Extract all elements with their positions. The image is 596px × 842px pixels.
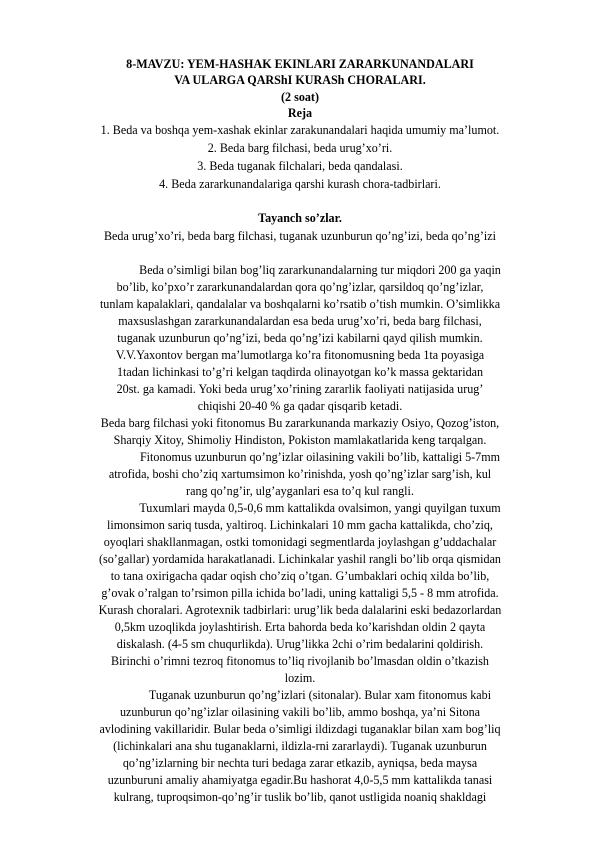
body-line: V.V.Yaxontov bergan ma’lumotlarga ko’ra fitonomusning beda 1ta poyasiga xyxy=(115,348,485,362)
body-line: Sharqiy Xitoy, Shimoliy Hindiston, Pokiston mamlakatlarida keng tarqalgan. xyxy=(113,433,487,447)
body-line: 0,5km uzoqlikda joylashtirish. Erta bahorda beda ko’karishdan oldin 2 qayta xyxy=(114,620,486,634)
body-line: Beda barg filchasi yoki fitonomus Bu zararkunanda markaziy Osiyo, Qozog’iston, xyxy=(100,416,500,430)
body-line: tunlam kapalaklari, qandalalar va boshqalarni ko’rsatib o’tish mumkin. O’simlikka xyxy=(99,297,501,311)
body-line: tuganak uzunburun qo’ng’izi, beda qo’ng’izi kabilarni qayd qilish mumkin. xyxy=(117,331,483,345)
title-hours: (2 soat) xyxy=(281,90,319,104)
body-line: Beda o’simligi bilan bog’liq zararkunandalarning tur miqdori 200 ga yaqin xyxy=(139,263,501,277)
body-line: qo’ng’izlarning bir nechta turi bedaga zarar etkazib, ayniqsa, beda maysa xyxy=(122,756,478,770)
body-line: diskalash. (4-5 sm chuqurlikda). Urug’likka 2chi o’rim bedalarini qoldirish. xyxy=(116,637,484,651)
body-line: Fitonomus uzunburun qo’ng’izlar oilasining vakili bo’lib, kattaligi 5-7mm xyxy=(139,450,501,464)
body-line: atrofida, boshi cho’ziq xartumsimon ko’rinishda, yosh qo’ng’izlar sarg’ish, kul xyxy=(108,467,492,481)
body-line: to tana oxirigacha qadar oqish cho’ziq o’tgan. G’umbaklari ochiq xilda bo’lib, xyxy=(110,569,490,583)
body-line: bo’lib, ko’pxo’r zararkunandalardan qora qo’ng’izlar, qarsildoq qo’ng’izlar, xyxy=(116,280,484,294)
body-line: rang qo’ng’ir, ulg’ayganlari esa to’q kul rangli. xyxy=(186,484,414,498)
keywords-heading: Tayanch so’zlar. xyxy=(258,211,342,225)
title-line-1: 8-MAVZU: YEM-HASHAK EKINLARI ZARARKUNANDALARI xyxy=(126,57,474,71)
plan-item: 3. Beda tuganak filchalari, beda qandalasi. xyxy=(197,159,403,173)
body-line: Tuganak uzunburun qo’ng’izlari (sitonalar). Bular xam fitonomus kabi xyxy=(148,688,492,702)
body-line: uzunburun qo’ng’izlar oilasining vakili bo’lib, ammo boshqa, ya’ni Sitona xyxy=(119,705,481,719)
body-line: maxsuslashgan zararkunandalardan esa beda urug’xo’ri, beda barg filchasi, xyxy=(118,314,482,328)
body-line: 20st. ga kamadi. Yoki beda urug’xo’rining zararlik faoliyati natijasida urug’ xyxy=(116,382,484,396)
plan-heading: Reja xyxy=(287,106,313,120)
plan-item: 2. Beda barg filchasi, beda urug’xo’ri. xyxy=(207,141,393,155)
body-line: (so’gallar) yordamida harakatlanadi. Lichinkalar yashil rangli bo’lib orqa qismidan xyxy=(99,552,501,566)
body-line: oyoqlari shakllanmagan, ostki tomonidagi segmentlarda joylashgan g’uddachalar xyxy=(103,535,497,549)
keywords-text: Beda urug’xo’ri, beda barg filchasi, tuganak uzunburun qo’ng’izi, beda qo’ng’izi xyxy=(103,229,497,243)
body-line: chiqishi 20-40 % ga qadar qisqarib ketadi. xyxy=(197,399,403,413)
plan-item: 1. Beda va boshqa yem-xashak ekinlar zarakunandalari haqida umumiy ma’lumot. xyxy=(100,123,500,137)
body-line: g’ovak o’ralgan to’rsimon pilla ichida bo’ladi, uning kattaligi 5,5 - 8 mm atrofida. xyxy=(101,586,499,600)
body-line: (lichinkalari ana shu tuganaklarni, ildizla-rni zararlaydi). Tuganak uzunburun xyxy=(113,739,487,753)
body-line: Tuxumlari mayda 0,5-0,6 mm kattalikda ovalsimon, yangi quyilgan tuxum xyxy=(139,501,501,515)
body-line: avlodining vakillaridir. Bular beda o’simligi ildizdagi tuganaklar bilan xam bog’liq xyxy=(99,722,501,736)
body-line: 1tadan lichinkasi to’g’ri kelgan taqdirda olinayotgan ko’k massa gektaridan xyxy=(116,365,484,379)
title-line-2: VA ULARGA QARShI KURASh CHORALARI. xyxy=(174,73,426,87)
body-line: Kurash choralari. Agrotexnik tadbirlari: urug’lik beda dalalarini eski bedazorlardan xyxy=(98,603,502,617)
body-line: kulrang, tuproqsimon-qo’ng’ir tuslik bo’lib, qanot ustligida noaniq shakldagi xyxy=(113,790,487,804)
body-line: uzunburuni amaliy ahamiyatga egadir.Bu hashorat 4,0-5,5 mm kattalikda tanasi xyxy=(107,773,493,787)
body-line: limonsimon sariq tusda, yaltiroq. Lichinkalari 10 mm gacha kattalikda, cho’ziq, xyxy=(107,518,493,532)
plan-item: 4. Beda zararkunandalariga qarshi kurash chora-tadbirlari. xyxy=(159,177,441,191)
body-line: Birinchi o’rimni tezroq fitonomus to’liq rivojlanib bo’lmasdan oldin o’tkazish xyxy=(111,654,489,668)
body-line: lozim. xyxy=(284,671,316,685)
